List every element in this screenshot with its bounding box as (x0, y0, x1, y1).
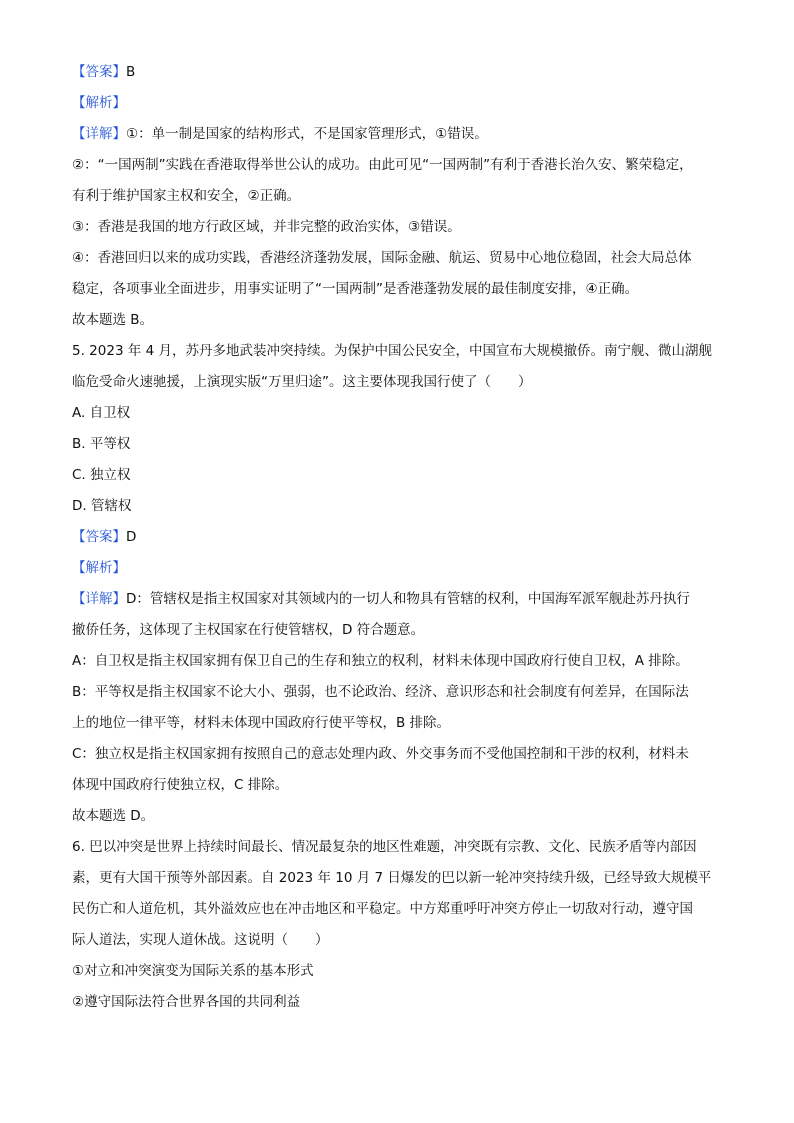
q4-analysis-label (72, 93, 732, 113)
answer-value: B (126, 64, 136, 80)
q4-p4a: ④：香港回归以来的成功实践，香港经济蓬勃发展，国际金融、航运、贸易中心地位稳固，社会大局总体 (72, 250, 692, 266)
q4-p1-text: ①：单一制是国家的结构形式，不是国家管理形式，①错误。 (126, 126, 488, 142)
answer-value: D (126, 529, 137, 545)
q5-detail-c-a: C：独立权是指主权国家拥有按照自己的意志处理内政、外交事务而不受他国控制和干涉的权利，材料未 (72, 746, 689, 762)
q4-conclusion: 故本题选 B。 (72, 312, 154, 328)
document-page (72, 62, 732, 1023)
q5-option-c: C. 独立权 (72, 467, 131, 483)
q5-stem-b: 临危受命火速驰援，上演现实版“万里归途”。这主要体现我国行使了（ ） (72, 374, 532, 390)
q6-item-1: ①对立和冲突演变为国际关系的基本形式 (72, 963, 314, 979)
q6-stem-c: 民伤亡和人道危机，其外溢效应也在冲击地区和平稳定。中方郑重呼吁冲突方停止一切敌对行动，遵守国 (72, 901, 693, 917)
q4-p2a: ②：“一国两制”实践在香港取得举世公认的成功。由此可见“一国两制”有利于香港长治久安、繁荣稳定， (72, 157, 693, 173)
q5-detail-b-b: 上的地位一律平等，材料未体现中国政府行使平等权，B 排除。 (72, 715, 451, 731)
analysis-label: 【解析】 (72, 560, 126, 576)
q5-option-a: A. 自卫权 (72, 405, 131, 421)
q4-detail-p1 (72, 124, 732, 144)
answer-label: 【答案】 (72, 529, 126, 545)
q5-d-a-text: D：管辖权是指主权国家对其领域内的一切人和物具有管辖的权利，中国海军派军舰赴苏丹执行 (126, 591, 690, 607)
q5-detail-b-a: B：平等权是指主权国家不论大小、强弱，也不论政治、经济、意识形态和社会制度有何差异，在国际法 (72, 684, 689, 700)
q4-p4b: 稳定，各项事业全面进步，用事实证明了“一国两制”是香港蓬勃发展的最佳制度安排，④正确。 (72, 281, 639, 297)
q5-detail-a: A：自卫权是指主权国家拥有保卫自己的生存和独立的权利，材料未体现中国政府行使自卫权，A 排除。 (72, 653, 689, 669)
q6-stem-b: 素，更有大国干预等外部因素。自 2023 年 10 月 7 日爆发的巴以新一轮冲突持续升级，已经导致大规模平 (72, 870, 712, 886)
q4-p2b: 有利于维护国家主权和安全，②正确。 (72, 188, 301, 204)
q5-analysis-label (72, 558, 732, 578)
q5-stem-a: 5. 2023 年 4 月，苏丹多地武装冲突持续。为保护中国公民安全，中国宣布大规模撤侨。南宁舰、微山湖舰 (72, 343, 712, 359)
q4-p3: ③：香港是我国的地方行政区域，并非完整的政治实体，③错误。 (72, 219, 461, 235)
analysis-label: 【解析】 (72, 95, 126, 111)
q5-answer-line (72, 527, 732, 547)
detail-label: 【详解】 (72, 591, 126, 607)
q5-conclusion: 故本题选 D。 (72, 808, 155, 824)
detail-label: 【详解】 (72, 126, 126, 142)
q4-answer-line (72, 62, 732, 82)
q6-item-2: ②遵守国际法符合世界各国的共同利益 (72, 994, 301, 1010)
q5-detail-c-b: 体现中国政府行使独立权，C 排除。 (72, 777, 289, 793)
q5-option-b: B. 平等权 (72, 436, 131, 452)
q5-option-d: D. 管辖权 (72, 498, 132, 514)
q6-stem-a: 6. 巴以冲突是世界上持续时间最长、情况最复杂的地区性难题，冲突既有宗教、文化、民族矛盾等内部因 (72, 839, 697, 855)
q5-detail-d-b: 撤侨任务，这体现了主权国家在行使管辖权，D 符合题意。 (72, 622, 425, 638)
answer-label: 【答案】 (72, 64, 126, 80)
q6-stem-d: 际人道法，实现人道休战。这说明（ ） (72, 932, 329, 948)
q5-detail-d-a (72, 589, 732, 609)
